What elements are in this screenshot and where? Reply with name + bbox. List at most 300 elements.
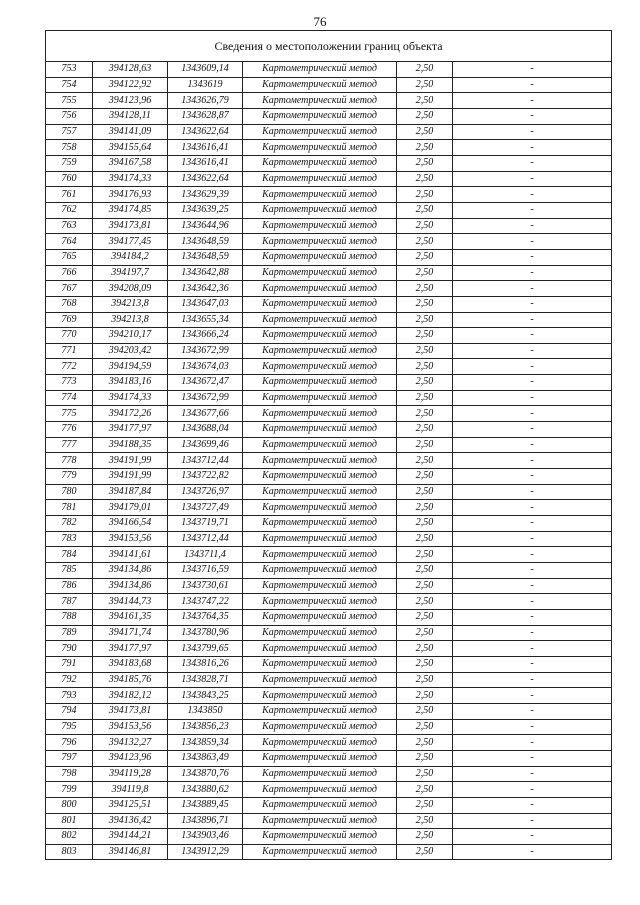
x-coordinate-cell: 394183,68 xyxy=(93,656,168,672)
point-number-cell: 769 xyxy=(46,312,93,328)
point-number-cell: 785 xyxy=(46,563,93,579)
y-coordinate-cell: 1343816,26 xyxy=(168,656,243,672)
note-cell: - xyxy=(453,218,612,234)
y-coordinate-cell: 1343764,35 xyxy=(168,609,243,625)
y-coordinate-cell: 1343655,34 xyxy=(168,312,243,328)
method-cell: Картометрический метод xyxy=(243,218,397,234)
x-coordinate-cell: 394123,96 xyxy=(93,750,168,766)
point-number-cell: 791 xyxy=(46,656,93,672)
point-number-cell: 777 xyxy=(46,437,93,453)
x-coordinate-cell: 394167,58 xyxy=(93,155,168,171)
point-number-cell: 772 xyxy=(46,359,93,375)
y-coordinate-cell: 1343642,36 xyxy=(168,281,243,297)
accuracy-cell: 2,50 xyxy=(397,453,453,469)
table-row xyxy=(46,218,612,234)
x-coordinate-cell: 394132,27 xyxy=(93,735,168,751)
x-coordinate-cell: 394153,56 xyxy=(93,531,168,547)
accuracy-cell: 2,50 xyxy=(397,77,453,93)
table-row xyxy=(46,500,612,516)
table-row xyxy=(46,93,612,109)
table-header-row xyxy=(46,31,612,62)
note-cell: - xyxy=(453,265,612,281)
point-number-cell: 801 xyxy=(46,813,93,829)
method-cell: Картометрический метод xyxy=(243,140,397,156)
note-cell: - xyxy=(453,234,612,250)
x-coordinate-cell: 394188,35 xyxy=(93,437,168,453)
point-number-cell: 770 xyxy=(46,328,93,344)
note-cell: - xyxy=(453,140,612,156)
y-coordinate-cell: 1343672,99 xyxy=(168,343,243,359)
method-cell: Картометрический метод xyxy=(243,829,397,845)
accuracy-cell: 2,50 xyxy=(397,563,453,579)
x-coordinate-cell: 394191,99 xyxy=(93,453,168,469)
table-row xyxy=(46,735,612,751)
x-coordinate-cell: 394171,74 xyxy=(93,625,168,641)
method-cell: Картометрический метод xyxy=(243,202,397,218)
method-cell: Картометрический метод xyxy=(243,813,397,829)
accuracy-cell: 2,50 xyxy=(397,171,453,187)
table-row xyxy=(46,108,612,124)
note-cell: - xyxy=(453,688,612,704)
note-cell: - xyxy=(453,766,612,782)
accuracy-cell: 2,50 xyxy=(397,641,453,657)
accuracy-cell: 2,50 xyxy=(397,829,453,845)
table-row xyxy=(46,359,612,375)
x-coordinate-cell: 394122,92 xyxy=(93,77,168,93)
table-title: Сведения о местоположении границ объекта xyxy=(46,31,612,62)
table-row xyxy=(46,469,612,485)
note-cell: - xyxy=(453,656,612,672)
x-coordinate-cell: 394141,61 xyxy=(93,547,168,563)
accuracy-cell: 2,50 xyxy=(397,93,453,109)
method-cell: Картометрический метод xyxy=(243,422,397,438)
table-row xyxy=(46,813,612,829)
point-number-cell: 799 xyxy=(46,782,93,798)
y-coordinate-cell: 1343863,49 xyxy=(168,750,243,766)
point-number-cell: 757 xyxy=(46,124,93,140)
table-row xyxy=(46,343,612,359)
accuracy-cell: 2,50 xyxy=(397,359,453,375)
note-cell: - xyxy=(453,625,612,641)
y-coordinate-cell: 1343699,46 xyxy=(168,437,243,453)
point-number-cell: 782 xyxy=(46,516,93,532)
x-coordinate-cell: 394134,86 xyxy=(93,578,168,594)
y-coordinate-cell: 1343672,99 xyxy=(168,390,243,406)
table-row xyxy=(46,453,612,469)
note-cell: - xyxy=(453,797,612,813)
x-coordinate-cell: 394128,63 xyxy=(93,62,168,78)
point-number-cell: 789 xyxy=(46,625,93,641)
note-cell: - xyxy=(453,609,612,625)
y-coordinate-cell: 1343648,59 xyxy=(168,249,243,265)
table-row xyxy=(46,187,612,203)
y-coordinate-cell: 1343639,25 xyxy=(168,202,243,218)
method-cell: Картометрический метод xyxy=(243,750,397,766)
note-cell: - xyxy=(453,202,612,218)
method-cell: Картометрический метод xyxy=(243,844,397,860)
table-row xyxy=(46,641,612,657)
note-cell: - xyxy=(453,422,612,438)
table-row xyxy=(46,437,612,453)
note-cell: - xyxy=(453,484,612,500)
y-coordinate-cell: 1343616,41 xyxy=(168,155,243,171)
table-row xyxy=(46,484,612,500)
y-coordinate-cell: 1343856,23 xyxy=(168,719,243,735)
method-cell: Картометрический метод xyxy=(243,735,397,751)
note-cell: - xyxy=(453,516,612,532)
note-cell: - xyxy=(453,249,612,265)
note-cell: - xyxy=(453,672,612,688)
table-row xyxy=(46,406,612,422)
y-coordinate-cell: 1343722,82 xyxy=(168,469,243,485)
point-number-cell: 800 xyxy=(46,797,93,813)
accuracy-cell: 2,50 xyxy=(397,844,453,860)
point-number-cell: 802 xyxy=(46,829,93,845)
point-number-cell: 796 xyxy=(46,735,93,751)
accuracy-cell: 2,50 xyxy=(397,187,453,203)
x-coordinate-cell: 394174,33 xyxy=(93,390,168,406)
table-row xyxy=(46,625,612,641)
table-row xyxy=(46,688,612,704)
x-coordinate-cell: 394134,86 xyxy=(93,563,168,579)
y-coordinate-cell: 1343642,88 xyxy=(168,265,243,281)
x-coordinate-cell: 394210,17 xyxy=(93,328,168,344)
y-coordinate-cell: 1343747,22 xyxy=(168,594,243,610)
table-row xyxy=(46,296,612,312)
method-cell: Картометрический метод xyxy=(243,672,397,688)
point-number-cell: 792 xyxy=(46,672,93,688)
point-number-cell: 759 xyxy=(46,155,93,171)
point-number-cell: 795 xyxy=(46,719,93,735)
accuracy-cell: 2,50 xyxy=(397,343,453,359)
y-coordinate-cell: 1343870,76 xyxy=(168,766,243,782)
table-row xyxy=(46,249,612,265)
x-coordinate-cell: 394177,97 xyxy=(93,422,168,438)
point-number-cell: 768 xyxy=(46,296,93,312)
x-coordinate-cell: 394173,81 xyxy=(93,218,168,234)
accuracy-cell: 2,50 xyxy=(397,609,453,625)
method-cell: Картометрический метод xyxy=(243,782,397,798)
y-coordinate-cell: 1343629,39 xyxy=(168,187,243,203)
note-cell: - xyxy=(453,437,612,453)
accuracy-cell: 2,50 xyxy=(397,719,453,735)
accuracy-cell: 2,50 xyxy=(397,296,453,312)
point-number-cell: 790 xyxy=(46,641,93,657)
table-row xyxy=(46,703,612,719)
method-cell: Картометрический метод xyxy=(243,625,397,641)
method-cell: Картометрический метод xyxy=(243,312,397,328)
method-cell: Картометрический метод xyxy=(243,328,397,344)
accuracy-cell: 2,50 xyxy=(397,703,453,719)
point-number-cell: 787 xyxy=(46,594,93,610)
point-number-cell: 763 xyxy=(46,218,93,234)
note-cell: - xyxy=(453,93,612,109)
point-number-cell: 762 xyxy=(46,202,93,218)
accuracy-cell: 2,50 xyxy=(397,688,453,704)
method-cell: Картометрический метод xyxy=(243,375,397,391)
method-cell: Картометрический метод xyxy=(243,124,397,140)
table-row xyxy=(46,766,612,782)
x-coordinate-cell: 394141,09 xyxy=(93,124,168,140)
point-number-cell: 758 xyxy=(46,140,93,156)
note-cell: - xyxy=(453,500,612,516)
method-cell: Картометрический метод xyxy=(243,390,397,406)
point-number-cell: 788 xyxy=(46,609,93,625)
note-cell: - xyxy=(453,578,612,594)
accuracy-cell: 2,50 xyxy=(397,265,453,281)
method-cell: Картометрический метод xyxy=(243,187,397,203)
accuracy-cell: 2,50 xyxy=(397,750,453,766)
note-cell: - xyxy=(453,281,612,297)
accuracy-cell: 2,50 xyxy=(397,500,453,516)
note-cell: - xyxy=(453,703,612,719)
accuracy-cell: 2,50 xyxy=(397,108,453,124)
table-body xyxy=(46,62,612,860)
method-cell: Картометрический метод xyxy=(243,406,397,422)
y-coordinate-cell: 1343609,14 xyxy=(168,62,243,78)
method-cell: Картометрический метод xyxy=(243,234,397,250)
note-cell: - xyxy=(453,782,612,798)
accuracy-cell: 2,50 xyxy=(397,328,453,344)
method-cell: Картометрический метод xyxy=(243,797,397,813)
point-number-cell: 771 xyxy=(46,343,93,359)
point-number-cell: 781 xyxy=(46,500,93,516)
accuracy-cell: 2,50 xyxy=(397,547,453,563)
method-cell: Картометрический метод xyxy=(243,171,397,187)
method-cell: Картометрический метод xyxy=(243,77,397,93)
x-coordinate-cell: 394173,81 xyxy=(93,703,168,719)
accuracy-cell: 2,50 xyxy=(397,375,453,391)
x-coordinate-cell: 394177,97 xyxy=(93,641,168,657)
method-cell: Картометрический метод xyxy=(243,766,397,782)
method-cell: Картометрический метод xyxy=(243,531,397,547)
x-coordinate-cell: 394125,51 xyxy=(93,797,168,813)
page-number: 76 xyxy=(313,14,327,29)
x-coordinate-cell: 394161,35 xyxy=(93,609,168,625)
table-row xyxy=(46,234,612,250)
y-coordinate-cell: 1343677,66 xyxy=(168,406,243,422)
table-row xyxy=(46,797,612,813)
y-coordinate-cell: 1343912,29 xyxy=(168,844,243,860)
point-number-cell: 754 xyxy=(46,77,93,93)
table-row xyxy=(46,578,612,594)
method-cell: Картометрический метод xyxy=(243,641,397,657)
accuracy-cell: 2,50 xyxy=(397,312,453,328)
x-coordinate-cell: 394166,54 xyxy=(93,516,168,532)
y-coordinate-cell: 1343622,64 xyxy=(168,171,243,187)
x-coordinate-cell: 394213,8 xyxy=(93,312,168,328)
table-row xyxy=(46,516,612,532)
y-coordinate-cell: 1343896,71 xyxy=(168,813,243,829)
note-cell: - xyxy=(453,641,612,657)
method-cell: Картометрический метод xyxy=(243,343,397,359)
y-coordinate-cell: 1343616,41 xyxy=(168,140,243,156)
note-cell: - xyxy=(453,296,612,312)
accuracy-cell: 2,50 xyxy=(397,766,453,782)
table-row xyxy=(46,140,612,156)
note-cell: - xyxy=(453,453,612,469)
y-coordinate-cell: 1343780,96 xyxy=(168,625,243,641)
x-coordinate-cell: 394182,12 xyxy=(93,688,168,704)
accuracy-cell: 2,50 xyxy=(397,484,453,500)
point-number-cell: 783 xyxy=(46,531,93,547)
table-row xyxy=(46,531,612,547)
x-coordinate-cell: 394177,45 xyxy=(93,234,168,250)
accuracy-cell: 2,50 xyxy=(397,234,453,250)
point-number-cell: 793 xyxy=(46,688,93,704)
x-coordinate-cell: 394213,8 xyxy=(93,296,168,312)
method-cell: Картометрический метод xyxy=(243,437,397,453)
point-number-cell: 798 xyxy=(46,766,93,782)
y-coordinate-cell: 1343711,4 xyxy=(168,547,243,563)
x-coordinate-cell: 394174,85 xyxy=(93,202,168,218)
accuracy-cell: 2,50 xyxy=(397,124,453,140)
y-coordinate-cell: 1343648,59 xyxy=(168,234,243,250)
accuracy-cell: 2,50 xyxy=(397,406,453,422)
accuracy-cell: 2,50 xyxy=(397,797,453,813)
point-number-cell: 761 xyxy=(46,187,93,203)
note-cell: - xyxy=(453,719,612,735)
y-coordinate-cell: 1343716,59 xyxy=(168,563,243,579)
method-cell: Картометрический метод xyxy=(243,500,397,516)
method-cell: Картометрический метод xyxy=(243,484,397,500)
accuracy-cell: 2,50 xyxy=(397,594,453,610)
x-coordinate-cell: 394128,11 xyxy=(93,108,168,124)
accuracy-cell: 2,50 xyxy=(397,625,453,641)
note-cell: - xyxy=(453,563,612,579)
point-number-cell: 755 xyxy=(46,93,93,109)
method-cell: Картометрический метод xyxy=(243,516,397,532)
accuracy-cell: 2,50 xyxy=(397,202,453,218)
note-cell: - xyxy=(453,108,612,124)
y-coordinate-cell: 1343730,61 xyxy=(168,578,243,594)
note-cell: - xyxy=(453,77,612,93)
point-number-cell: 786 xyxy=(46,578,93,594)
method-cell: Картометрический метод xyxy=(243,281,397,297)
point-number-cell: 767 xyxy=(46,281,93,297)
accuracy-cell: 2,50 xyxy=(397,813,453,829)
y-coordinate-cell: 1343674,03 xyxy=(168,359,243,375)
x-coordinate-cell: 394197,7 xyxy=(93,265,168,281)
y-coordinate-cell: 1343688,04 xyxy=(168,422,243,438)
method-cell: Картометрический метод xyxy=(243,719,397,735)
point-number-cell: 779 xyxy=(46,469,93,485)
note-cell: - xyxy=(453,359,612,375)
note-cell: - xyxy=(453,124,612,140)
accuracy-cell: 2,50 xyxy=(397,218,453,234)
note-cell: - xyxy=(453,531,612,547)
table-row xyxy=(46,750,612,766)
method-cell: Картометрический метод xyxy=(243,594,397,610)
table-row xyxy=(46,422,612,438)
x-coordinate-cell: 394191,99 xyxy=(93,469,168,485)
y-coordinate-cell: 1343666,24 xyxy=(168,328,243,344)
note-cell: - xyxy=(453,155,612,171)
accuracy-cell: 2,50 xyxy=(397,531,453,547)
note-cell: - xyxy=(453,62,612,78)
table-row xyxy=(46,719,612,735)
method-cell: Картометрический метод xyxy=(243,296,397,312)
method-cell: Картометрический метод xyxy=(243,453,397,469)
note-cell: - xyxy=(453,844,612,860)
note-cell: - xyxy=(453,171,612,187)
boundary-coordinates-table xyxy=(45,30,612,860)
note-cell: - xyxy=(453,328,612,344)
y-coordinate-cell: 1343903,46 xyxy=(168,829,243,845)
note-cell: - xyxy=(453,375,612,391)
x-coordinate-cell: 394146,81 xyxy=(93,844,168,860)
point-number-cell: 778 xyxy=(46,453,93,469)
point-number-cell: 775 xyxy=(46,406,93,422)
table-row xyxy=(46,609,612,625)
note-cell: - xyxy=(453,343,612,359)
note-cell: - xyxy=(453,547,612,563)
accuracy-cell: 2,50 xyxy=(397,281,453,297)
point-number-cell: 794 xyxy=(46,703,93,719)
accuracy-cell: 2,50 xyxy=(397,782,453,798)
point-number-cell: 797 xyxy=(46,750,93,766)
method-cell: Картометрический метод xyxy=(243,703,397,719)
table-row xyxy=(46,547,612,563)
x-coordinate-cell: 394136,42 xyxy=(93,813,168,829)
method-cell: Картометрический метод xyxy=(243,359,397,375)
point-number-cell: 753 xyxy=(46,62,93,78)
method-cell: Картометрический метод xyxy=(243,93,397,109)
table-row xyxy=(46,782,612,798)
point-number-cell: 784 xyxy=(46,547,93,563)
table-row xyxy=(46,390,612,406)
accuracy-cell: 2,50 xyxy=(397,578,453,594)
accuracy-cell: 2,50 xyxy=(397,390,453,406)
accuracy-cell: 2,50 xyxy=(397,672,453,688)
table-row xyxy=(46,328,612,344)
method-cell: Картометрический метод xyxy=(243,563,397,579)
note-cell: - xyxy=(453,469,612,485)
y-coordinate-cell: 1343880,62 xyxy=(168,782,243,798)
note-cell: - xyxy=(453,594,612,610)
method-cell: Картометрический метод xyxy=(243,656,397,672)
accuracy-cell: 2,50 xyxy=(397,469,453,485)
x-coordinate-cell: 394176,93 xyxy=(93,187,168,203)
method-cell: Картометрический метод xyxy=(243,688,397,704)
accuracy-cell: 2,50 xyxy=(397,62,453,78)
table-row xyxy=(46,62,612,78)
note-cell: - xyxy=(453,750,612,766)
point-number-cell: 803 xyxy=(46,844,93,860)
y-coordinate-cell: 1343850 xyxy=(168,703,243,719)
table-row xyxy=(46,281,612,297)
method-cell: Картометрический метод xyxy=(243,469,397,485)
y-coordinate-cell: 1343727,49 xyxy=(168,500,243,516)
y-coordinate-cell: 1343647,03 xyxy=(168,296,243,312)
y-coordinate-cell: 1343828,71 xyxy=(168,672,243,688)
table-row xyxy=(46,672,612,688)
table-row xyxy=(46,844,612,860)
x-coordinate-cell: 394184,2 xyxy=(93,249,168,265)
method-cell: Картометрический метод xyxy=(243,609,397,625)
table-row xyxy=(46,656,612,672)
note-cell: - xyxy=(453,735,612,751)
x-coordinate-cell: 394119,8 xyxy=(93,782,168,798)
y-coordinate-cell: 1343712,44 xyxy=(168,453,243,469)
method-cell: Картометрический метод xyxy=(243,547,397,563)
table-row xyxy=(46,375,612,391)
note-cell: - xyxy=(453,312,612,328)
x-coordinate-cell: 394123,96 xyxy=(93,93,168,109)
point-number-cell: 774 xyxy=(46,390,93,406)
y-coordinate-cell: 1343626,79 xyxy=(168,93,243,109)
note-cell: - xyxy=(453,813,612,829)
